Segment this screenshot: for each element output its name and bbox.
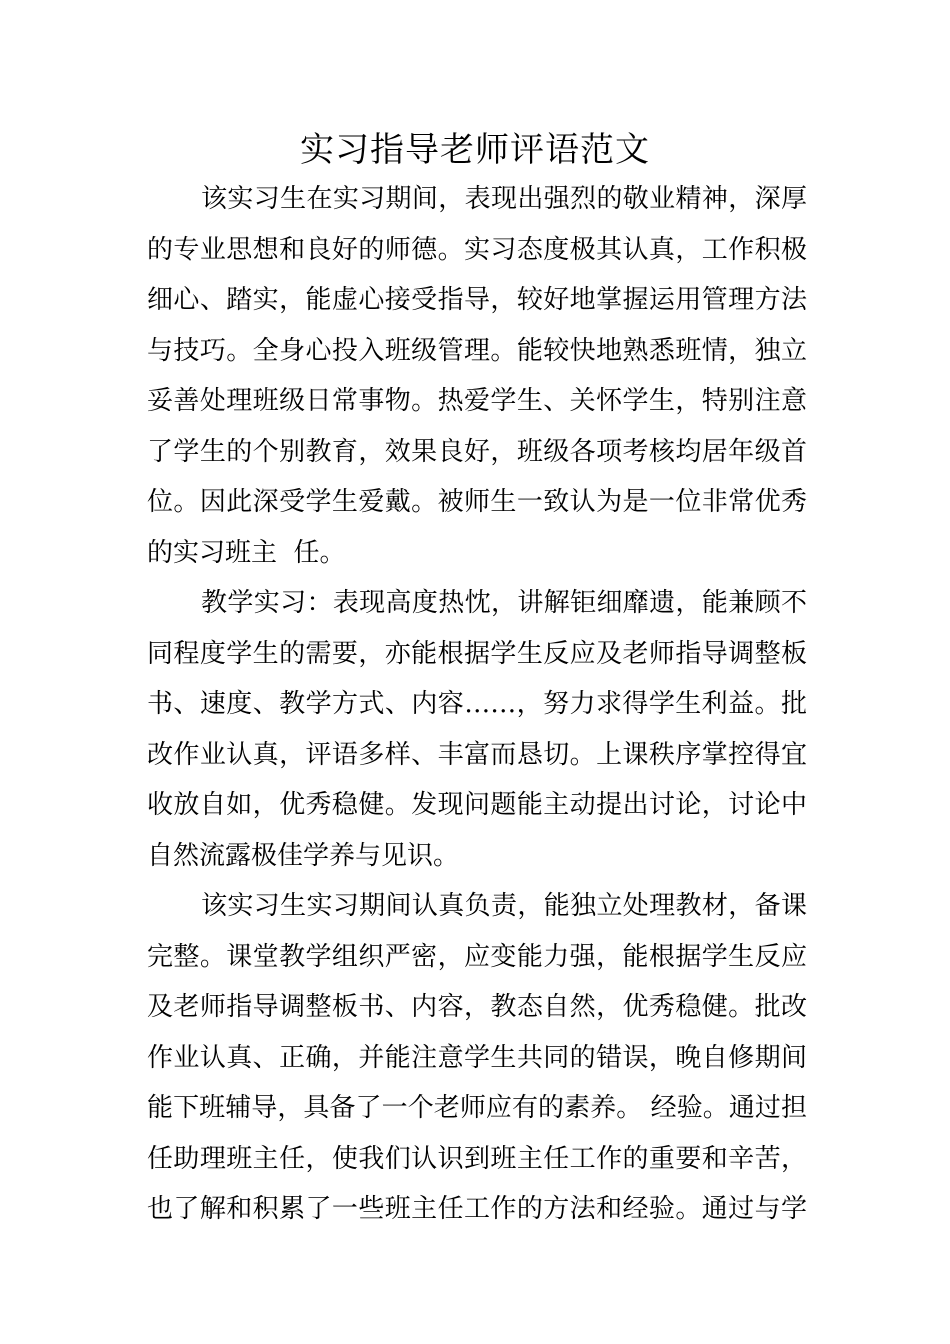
- paragraph-2-line-1: 教学实习：表现高度热忱，讲解钜细靡遗，能兼顾不: [201, 588, 807, 618]
- paragraph-3-line-7: 也了解和积累了一些班主任工作的方法和经验。通过与学: [147, 1194, 807, 1224]
- paragraph-2-line-3: 书、速度、教学方式、内容……，努力求得学生利益。批: [147, 689, 807, 719]
- paragraph-1-line-5: 妥善处理班级日常事物。热爱学生、关怀学生，特别注意: [147, 386, 807, 416]
- paragraph-3-line-3: 及老师指导调整板书、内容，教态自然，优秀稳健。批改: [147, 992, 807, 1022]
- paragraph-2-line-5: 收放自如，优秀稳健。发现问题能主动提出讨论，讨论中: [147, 790, 807, 820]
- paragraph-2-line-6: 自然流露极佳学养与见识。: [147, 840, 460, 871]
- paragraph-3-line-1: 该实习生实习期间认真负责，能独立处理教材，备课: [201, 891, 807, 921]
- paragraph-1-line-1: 该实习生在实习期间，表现出强烈的敬业精神，深厚: [201, 184, 807, 214]
- document-body: [147, 174, 807, 1235]
- paragraph-1-line-6: 了学生的个别教育，效果良好，班级各项考核均居年级首: [147, 436, 807, 467]
- paragraph-1-line-4: 与技巧。全身心投入班级管理。能较快地熟悉班情，独立: [147, 335, 807, 366]
- paragraph-3-line-6: 任助理班主任，使我们认识到班主任工作的重要和辛苦，: [147, 1143, 807, 1174]
- paragraph-2-line-2: 同程度学生的需要，亦能根据学生反应及老师指导调整板: [147, 638, 807, 669]
- paragraph-3-line-5: 能下班辅导，具备了一个老师应有的素养。 经验。通过担: [147, 1093, 807, 1123]
- paragraph-3-line-2: 完整。课堂教学组织严密，应变能力强，能根据学生反应: [147, 941, 807, 972]
- paragraph-1-line-8: 的实习班主 任。: [147, 537, 346, 568]
- paragraph-1-line-3: 细心、踏实，能虚心接受指导，较好地掌握运用管理方法: [147, 285, 807, 315]
- paragraph-3-line-4: 作业认真、正确，并能注意学生共同的错误，晚自修期间: [147, 1042, 807, 1073]
- document-title: 实习指导老师评语范文: [300, 130, 650, 170]
- paragraph-2-line-4: 改作业认真，评语多样、丰富而恳切。上课秩序掌控得宜: [147, 739, 807, 770]
- paragraph-1-line-7: 位。因此深受学生爱戴。被师生一致认为是一位非常优秀: [147, 487, 807, 517]
- paragraph-1-line-2: 的专业思想和良好的师德。实习态度极其认真，工作积极: [147, 234, 807, 265]
